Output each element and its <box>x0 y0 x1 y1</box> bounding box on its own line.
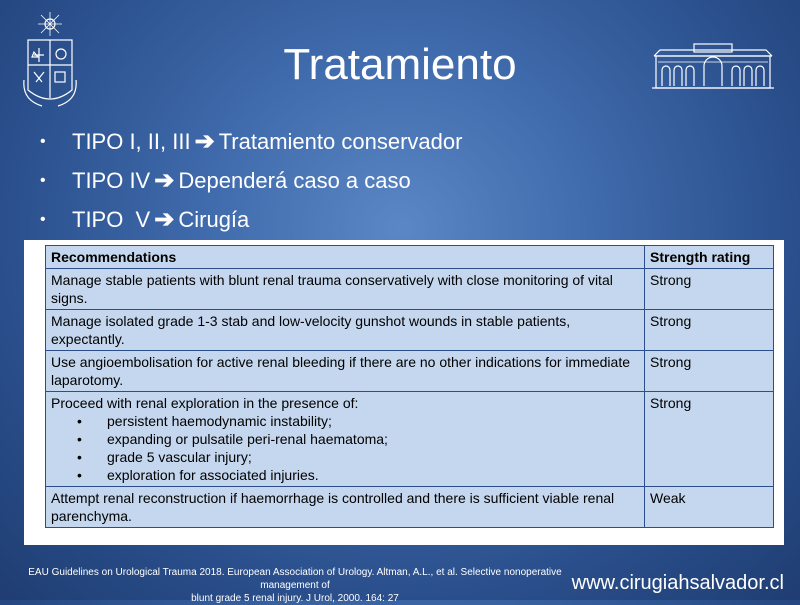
rating-cell: Strong <box>645 392 774 487</box>
table-row <box>46 310 774 351</box>
bullet-item <box>40 200 462 239</box>
reference-line: blunt grade 5 renal injury. J Urol, 2000. 164: 27 <box>191 593 399 604</box>
table-row <box>46 487 774 528</box>
bullet-dot: • <box>40 171 46 189</box>
header-recommendations: Recommendations <box>46 246 645 269</box>
sub-item: • grade 5 vascular injury; <box>101 448 639 466</box>
website-url: www.cirugiahsalvador.cl <box>571 572 784 594</box>
bullet-text: Cirugía <box>178 206 250 232</box>
recommendation-cell <box>46 392 645 487</box>
sub-item: • expanding or pulsatile peri-renal haematoma; <box>101 430 639 448</box>
bullet-list <box>40 122 462 239</box>
recommendation-cell: Manage isolated grade 1-3 stab and low-velocity gunshot wounds in stable patients, expectantly. <box>46 310 645 351</box>
recommendations-table-panel <box>24 240 784 545</box>
arrow-icon: ➔ <box>194 128 215 155</box>
recommendation-cell: Attempt renal reconstruction if haemorrhage is controlled and there is sufficient viable renal parenchyma. <box>46 487 645 528</box>
bullet-label: TIPO I, II, III <box>72 128 191 154</box>
header-strength-rating: Strength rating <box>645 246 774 269</box>
bullet-dot: • <box>40 210 46 228</box>
table-header-row <box>46 246 774 269</box>
bullet-label: TIPO V <box>72 206 151 232</box>
table-row <box>46 269 774 310</box>
sub-item: • persistent haemodynamic instability; <box>101 412 639 430</box>
rating-cell: Strong <box>645 310 774 351</box>
reference-citation <box>0 566 590 605</box>
rating-cell: Strong <box>645 351 774 392</box>
recommendations-table <box>45 245 774 528</box>
bullet-item <box>40 122 462 161</box>
recommendation-cell: Manage stable patients with blunt renal trauma conservatively with close monitoring of vital signs. <box>46 269 645 310</box>
bullet-text: Tratamiento conservador <box>218 128 463 154</box>
sub-item: • exploration for associated injuries. <box>101 466 639 484</box>
table-row <box>46 351 774 392</box>
bullet-text: Dependerá caso a caso <box>178 167 411 193</box>
sub-list <box>51 412 639 484</box>
reference-line: EAU Guidelines on Urological Trauma 2018. European Association of Urology. Altman, A.L., et al. Selective nonoperative management of <box>28 567 562 591</box>
recommendation-cell: Use angioembolisation for active renal bleeding if there are no other indications for immediate laparotomy. <box>46 351 645 392</box>
rating-cell: Strong <box>645 269 774 310</box>
bullet-item <box>40 161 462 200</box>
bullet-label: TIPO IV <box>72 167 151 193</box>
arrow-icon: ➔ <box>154 206 175 233</box>
recommendation-text: Proceed with renal exploration in the presence of: <box>51 395 359 411</box>
bullet-dot: • <box>40 132 46 150</box>
table-row <box>46 392 774 487</box>
arrow-icon: ➔ <box>154 167 175 194</box>
rating-cell: Weak <box>645 487 774 528</box>
page-title: Tratamiento <box>283 40 517 89</box>
